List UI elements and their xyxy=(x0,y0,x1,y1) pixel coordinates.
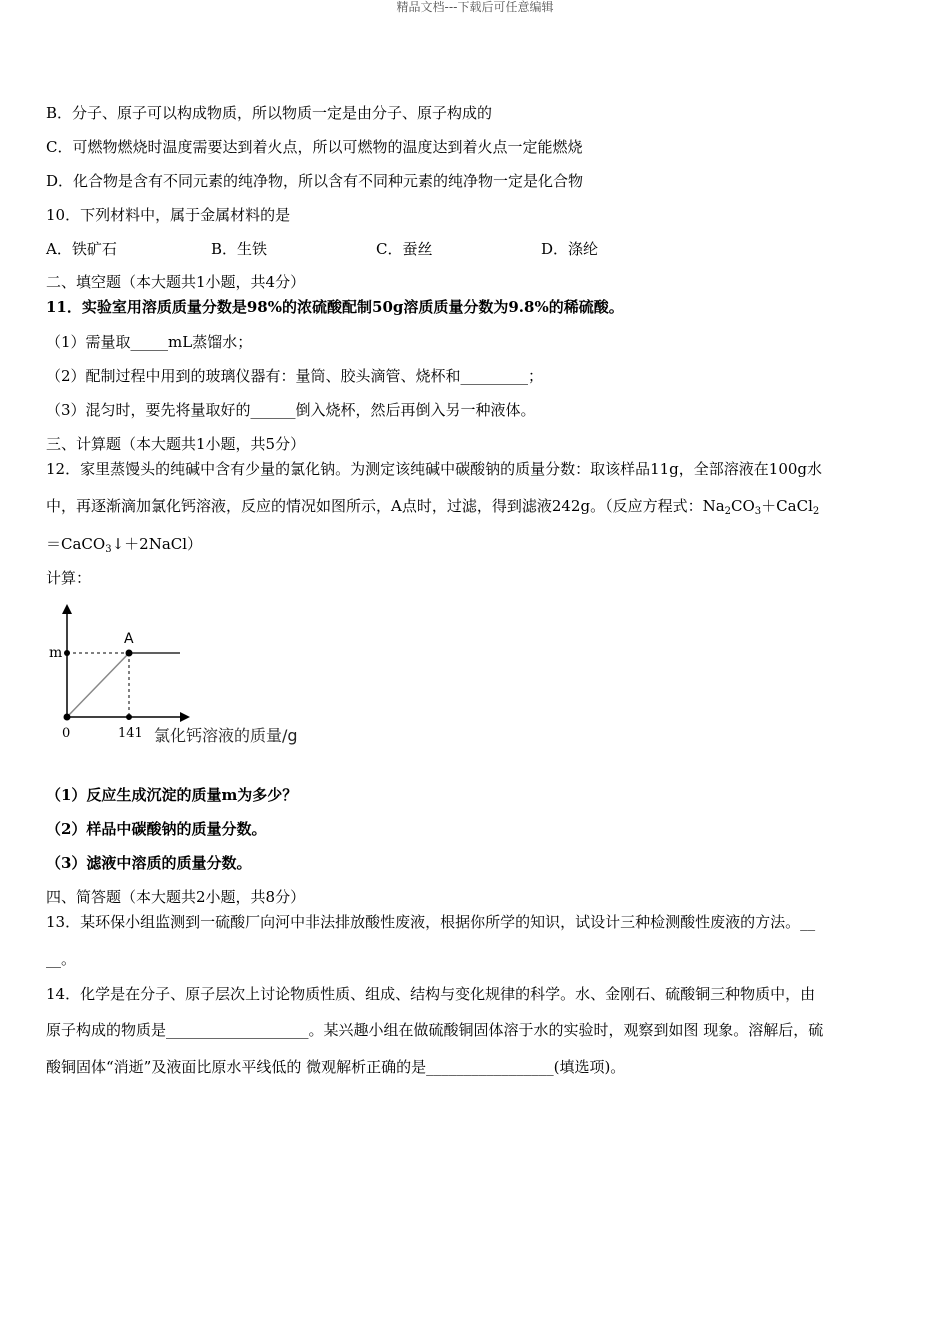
q12-part-1: （1）反应生成沉淀的质量m为多少？ xyxy=(46,786,298,804)
x-axis-arrow xyxy=(180,712,190,722)
q10-option-c: C．蚕丝 xyxy=(376,240,433,258)
q13-line-2: __。 xyxy=(46,950,77,968)
q10-options xyxy=(46,240,906,258)
q12-part-2: （2）样品中碳酸钠的质量分数。 xyxy=(46,820,267,838)
q12-line-2-text: ＋CaCl xyxy=(761,497,813,515)
q12-line-2-text: CO xyxy=(731,497,755,515)
subscript: 2 xyxy=(812,506,820,517)
q9-option-c: C．可燃物燃烧时温度需要达到着火点，所以可燃物的温度达到着火点一定能燃烧 xyxy=(46,138,583,156)
q12-line-3-text: ＝CaCO xyxy=(46,535,106,553)
subscript: 3 xyxy=(754,506,762,517)
section-4-heading: 四、简答题（本大题共2小题，共8分） xyxy=(46,888,306,906)
section-2-heading: 二、填空题（本大题共1小题，共4分） xyxy=(46,273,306,291)
q12-line-3 xyxy=(46,535,202,556)
section-3-heading: 三、计算题（本大题共1小题，共5分） xyxy=(46,435,306,453)
m-point xyxy=(64,650,70,656)
subscript: 3 xyxy=(105,544,112,555)
x141-point xyxy=(126,714,132,720)
q14-line-3: 酸铜固体“消逝”及液面比原水平线低的 微观解析正确的是_________________(填选项)。 xyxy=(46,1058,626,1076)
x-tick-141: 141 xyxy=(118,726,143,741)
q12-line-1: 12．家里蒸馒头的纯碱中含有少量的氯化钠。为测定该纯碱中碳酸钠的质量分数：取该样品11g，全部溶液在100g水 xyxy=(46,460,823,478)
subscript: 2 xyxy=(724,506,732,517)
q10-option-b: B．生铁 xyxy=(211,240,268,258)
q12-line-2-text: 中，再逐渐滴加氯化钙溶液，反应的情况如图所示，A点时，过滤，得到滤液242g。（反应方程式：Na xyxy=(46,497,725,515)
q10-stem: 10．下列材料中，属于金属材料的是 xyxy=(46,206,291,224)
q10-option-d: D．涤纶 xyxy=(541,240,599,258)
point-a xyxy=(126,650,133,657)
q11-stem: 11．实验室用溶质质量分数是98%的浓硫酸配制50g溶质质量分数为9.8%的稀硫酸。 xyxy=(46,298,624,316)
q12-line-3-text: ↓＋2NaCl） xyxy=(111,535,203,553)
q11-part-3: （3）混匀时，要先将量取好的______倒入烧杯，然后再倒入另一种液体。 xyxy=(46,401,536,419)
origin-point xyxy=(64,714,71,721)
y-m-label: m xyxy=(49,645,63,661)
q13-line-1: 13．某环保小组监测到一硫酸厂向河中非法排放酸性废液，根据你所学的知识，试设计三种检测酸性废液的方法。__ xyxy=(46,913,816,931)
x-axis-label: 氯化钙溶液的质量/g xyxy=(154,726,298,745)
q14-line-1: 14．化学是在分子、原子层次上讨论物质性质、组成、结构与变化规律的科学。水、金刚石、硫酸铜三种物质中，由 xyxy=(46,985,816,1003)
q12-line-2 xyxy=(46,497,819,518)
origin-label: 0 xyxy=(62,726,71,741)
reaction-line xyxy=(67,653,129,717)
q12-calc-label: 计算： xyxy=(46,569,92,587)
q14-line-2: 原子构成的物质是___________________。某兴趣小组在做硫酸铜固体溶于水的实验时，观察到如图 现象。溶解后，硫 xyxy=(46,1021,824,1039)
y-axis-arrow xyxy=(62,604,72,614)
q10-option-a: A．铁矿石 xyxy=(46,240,117,258)
q11-part-2: （2）配制过程中用到的玻璃仪器有：量筒、胶头滴管、烧杯和_________； xyxy=(46,367,544,385)
q11-part-1: （1）需量取_____mL蒸馏水； xyxy=(46,333,253,351)
q12-part-3: （3）滤液中溶质的质量分数。 xyxy=(46,854,252,872)
page-header: 精品文档---下载后可任意编辑 xyxy=(396,0,554,14)
q9-option-b: B．分子、原子可以构成物质，所以物质一定是由分子、原子构成的 xyxy=(46,104,493,122)
precipitate-chart xyxy=(40,600,330,750)
q9-option-d: D．化合物是含有不同元素的纯净物，所以含有不同种元素的纯净物一定是化合物 xyxy=(46,172,584,190)
point-a-label: A xyxy=(124,631,134,647)
